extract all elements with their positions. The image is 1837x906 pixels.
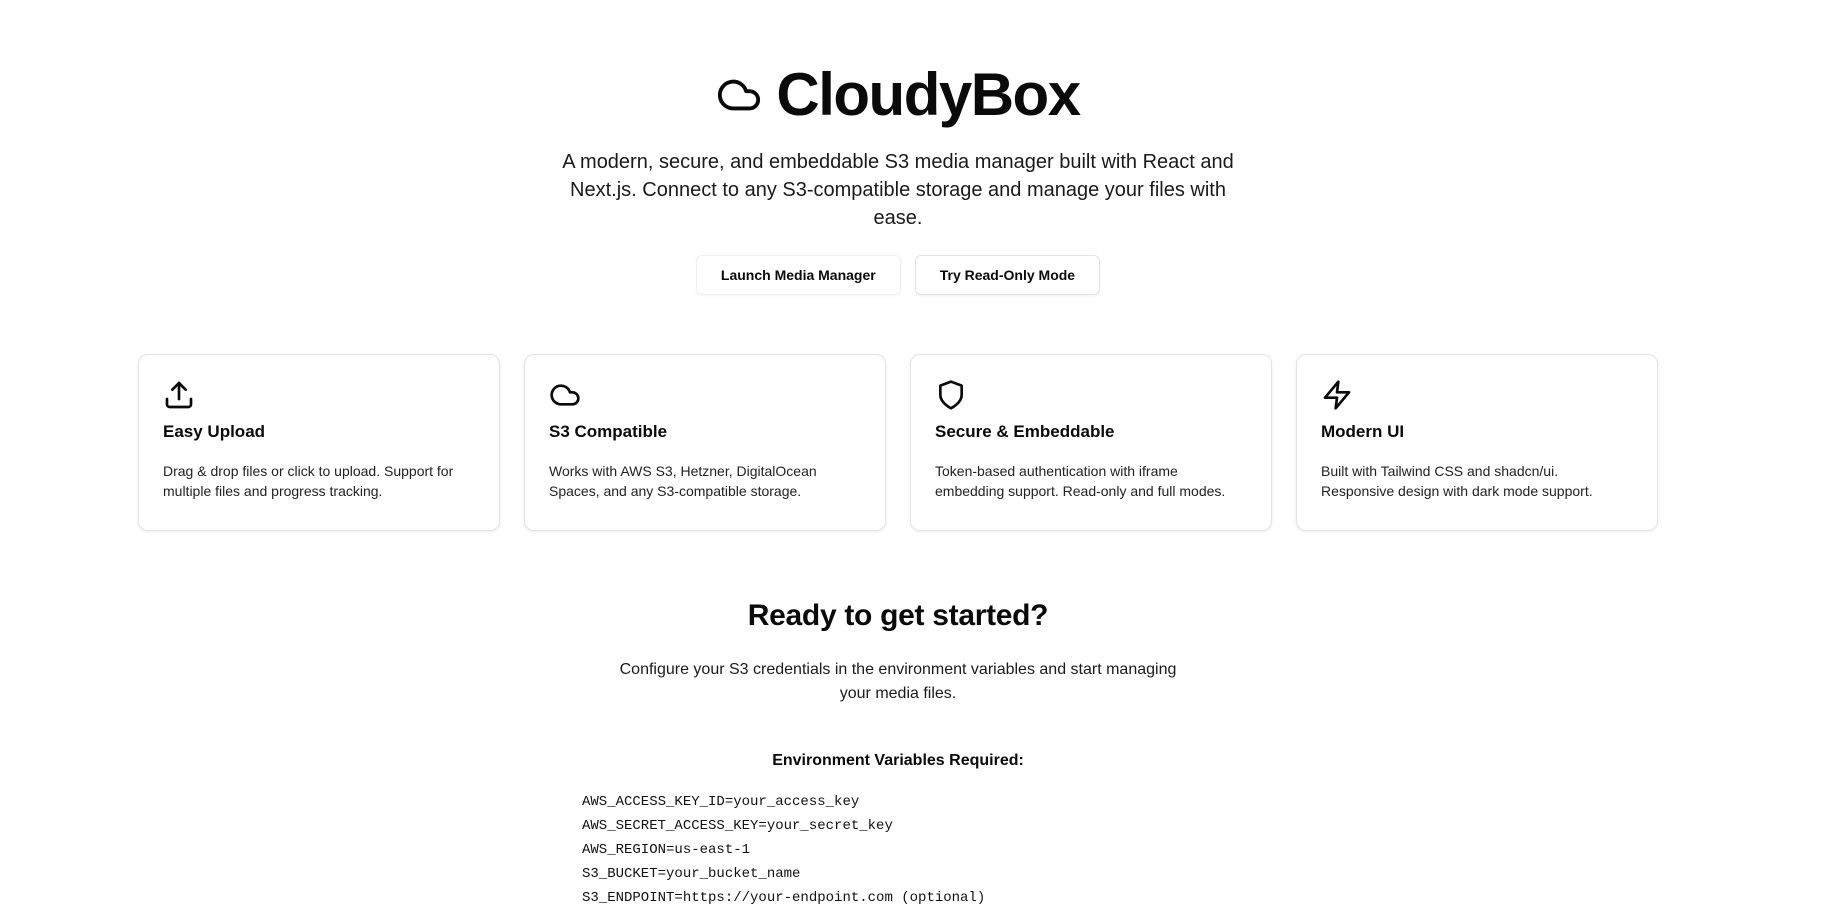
env-var: AWS_SECRET_ACCESS_KEY=your_secret_key — [582, 818, 893, 834]
env-var: S3_ENDPOINT=https://your-endpoint.com (optional) — [582, 890, 986, 906]
cta-description: Configure your S3 credentials in the environment variables and start managing your media files. — [619, 661, 1177, 702]
launch-media-manager-button[interactable]: Launch Media Manager — [696, 255, 901, 295]
env-var: S3_BUCKET=your_bucket_name — [582, 866, 801, 882]
feature-description: Built with Tailwind CSS and shadcn/ui. Responsive design with dark mode support. — [1321, 463, 1593, 499]
brand — [716, 58, 1079, 132]
cloud-icon — [716, 72, 762, 118]
page-title: CloudyBox — [776, 61, 1080, 128]
hero-section — [0, 58, 1796, 295]
feature-card-secure-embeddable — [910, 354, 1272, 531]
try-read-only-mode-button[interactable]: Try Read-Only Mode — [915, 255, 1100, 295]
hero-actions — [696, 255, 1100, 295]
upload-icon — [163, 379, 475, 411]
feature-title: Modern UI — [1321, 422, 1405, 441]
feature-title: Easy Upload — [163, 422, 266, 441]
shield-icon — [935, 379, 1247, 411]
feature-card-modern-ui — [1296, 354, 1658, 531]
env-vars-list — [582, 790, 985, 906]
features-grid — [138, 354, 1658, 531]
env-var: AWS_REGION=us-east-1 — [582, 842, 751, 858]
feature-title: Secure & Embeddable — [935, 422, 1115, 441]
feature-description: Token-based authentication with iframe embedding support. Read-only and full modes. — [935, 463, 1226, 499]
env-var: AWS_ACCESS_KEY_ID=your_access_key — [582, 794, 860, 810]
feature-card-easy-upload — [138, 354, 500, 531]
cta-title: Ready to get started? — [747, 599, 1049, 632]
env-heading: Environment Variables Required: — [772, 752, 1024, 769]
cloud-icon — [549, 379, 861, 411]
hero-description: A modern, secure, and embeddable S3 media manager built with React and Next.js. Connect to any S3-compatible storage and manage your files with ease. — [562, 151, 1234, 229]
feature-description: Drag & drop files or click to upload. Support for multiple files and progress tracking. — [163, 463, 454, 499]
cta-section — [0, 596, 1796, 772]
feature-card-s3-compatible — [524, 354, 886, 531]
feature-description: Works with AWS S3, Hetzner, DigitalOcean Spaces, and any S3-compatible storage. — [549, 463, 817, 499]
lightning-icon — [1321, 379, 1633, 411]
feature-title: S3 Compatible — [549, 422, 668, 441]
